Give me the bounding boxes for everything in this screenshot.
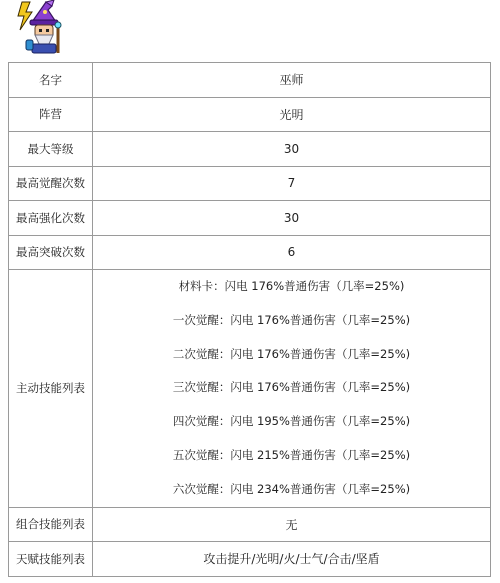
row-value-max-level: 30 [93,132,491,167]
table-row [9,542,491,577]
row-label-max-level: 最大等级 [9,132,93,167]
row-label-faction: 阵营 [9,97,93,132]
row-value-max-breakthrough: 6 [93,235,491,270]
row-value-faction: 光明 [93,97,491,132]
row-value-max-awaken: 7 [93,166,491,201]
table-row [9,235,491,270]
active-skills-list [93,270,491,508]
skill-line-awaken-5: 五次觉醒：闪电 215%普通伤害（几率=25%) [172,447,411,462]
table-row [9,132,491,167]
skill-line-material: 材料卡：闪电 176%普通伤害（几率=25%) [178,279,405,293]
skill-line-awaken-1: 一次觉醒：闪电 176%普通伤害（几率=25%) [172,312,411,327]
table-row [9,97,491,132]
row-label-combo-skills: 组合技能列表 [9,507,93,542]
row-value-max-enhance: 30 [93,201,491,236]
table-row [9,63,491,98]
row-label-max-enhance: 最高强化次数 [9,201,93,236]
skill-line-awaken-6: 六次觉醒：闪电 234%普通伤害（几率=25%) [172,481,411,496]
table-row [9,270,491,508]
row-value-talent-skills: 攻击提升/光明/火/士气/合击/坚盾 [93,542,491,577]
row-value-combo-skills: 无 [93,507,491,542]
skill-line-awaken-4: 四次觉醒：闪电 195%普通伤害（几率=25%) [172,414,411,429]
table-row [9,201,491,236]
row-label-name: 名字 [9,63,93,98]
table-row [9,166,491,201]
wizard-avatar-icon [12,0,62,54]
table-row [9,507,491,542]
row-label-max-breakthrough: 最高突破次数 [9,235,93,270]
row-value-name: 巫师 [93,63,491,98]
row-label-active-skills: 主动技能列表 [9,270,93,508]
skill-line-awaken-2: 二次觉醒：闪电 176%普通伤害（几率=25%) [172,346,411,361]
row-label-max-awaken: 最高觉醒次数 [9,166,93,201]
character-info-table [8,62,491,577]
row-label-talent-skills: 天赋技能列表 [9,542,93,577]
skill-line-awaken-3: 三次觉醒：闪电 176%普通伤害（几率=25%) [172,380,411,395]
